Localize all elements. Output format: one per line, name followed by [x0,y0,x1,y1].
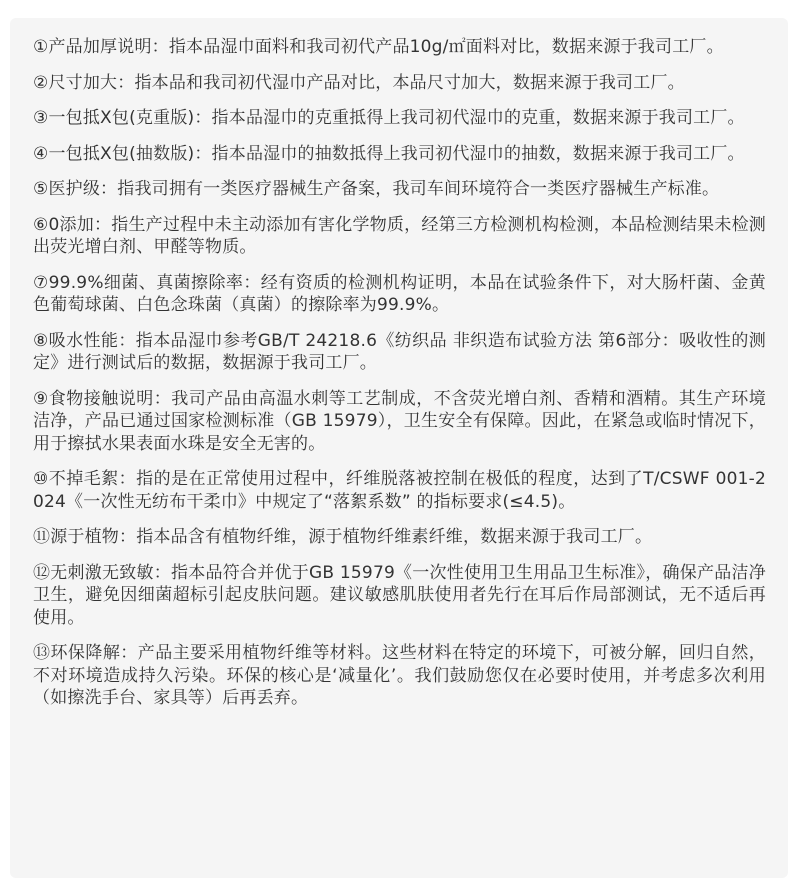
note-absorbency: ⑧吸水性能：指本品湿巾参考GB/T 24218.6《纺织品 非织造布试验方法 第6部分：吸收性的测定》进行测试后的数据，数据源于我司工厂。 [33,330,766,373]
note-eco-degradable: ⑬环保降解：产品主要采用植物纤维等材料。这些材料在特定的环境下，可被分解，回归自然，不对环境造成持久污染。环保的核心是‘减量化’。我们鼓励您仅在必要时使用，并考虑多次利用（如擦洗手台、家具等）后再丢弃。 [33,643,766,708]
note-size-increase: ②尺寸加大：指本品和我司初代湿巾产品对比，本品尺寸加大，数据来源于我司工厂。 [33,72,685,93]
note-lint-free: ⑩不掉毛絮：指的是在正常使用过程中，纤维脱落被控制在极低的程度，达到了T/CSWF 001-2024《一次性无纺布干柔巾》中规定了“落絮系数” 的指标要求(≤4.5)。 [33,469,766,512]
note-bacteria-removal: ⑦99.9%细菌、真菌擦除率：经有资质的检测机构证明，本品在试验条件下，对大肠杆菌、金黄色葡萄球菌、白色念珠菌（真菌）的擦除率为99.9%。 [33,272,766,315]
note-medical-grade: ⑤医护级：指我司拥有一类医疗器械生产备案，我司车间环境符合一类医疗器械生产标准。 [33,179,720,199]
note-weight-equivalence: ③一包抵X包(克重版)：指本品湿巾的克重抵得上我司初代湿巾的克重，数据来源于我司工厂。 [33,108,745,128]
disclaimer-card [10,18,788,878]
note-sheet-count-equivalence: ④一包抵X包(抽数版)：指本品湿巾的抽数抵得上我司初代湿巾的抽数，数据来源于我司工厂。 [33,143,745,164]
note-non-irritating: ⑫无刺激无致敏：指本品符合并优于GB 15979《一次性使用卫生用品卫生标准》，确保产品洁净卫生，避免因细菌超标引起皮肤问题。建议敏感肌肤使用者先行在耳后作局部测试，无不适后再使用。 [33,562,766,628]
note-zero-additives: ⑥0添加：指生产过程中未主动添加有害化学物质，经第三方检测机构检测，本品检测结果未检测出荧光增白剂、甲醛等物质。 [33,214,766,257]
note-thickening: ①产品加厚说明：指本品湿巾面料和我司初代产品10g/㎡面料对比，数据来源于我司工厂。 [33,37,724,57]
note-plant-derived: ⑪源于植物：指本品含有植物纤维，源于植物纤维素纤维，数据来源于我司工厂。 [33,527,653,547]
note-food-contact: ⑨食物接触说明：我司产品由高温水刺等工艺制成，不含荧光增白剂、香精和酒精。其生产环境洁净，产品已通过国家检测标准（GB 15979），卫生安全有保障。因此，在紧急或临时情况下，用于擦拭水果表面水珠是安全无害的。 [33,388,766,454]
